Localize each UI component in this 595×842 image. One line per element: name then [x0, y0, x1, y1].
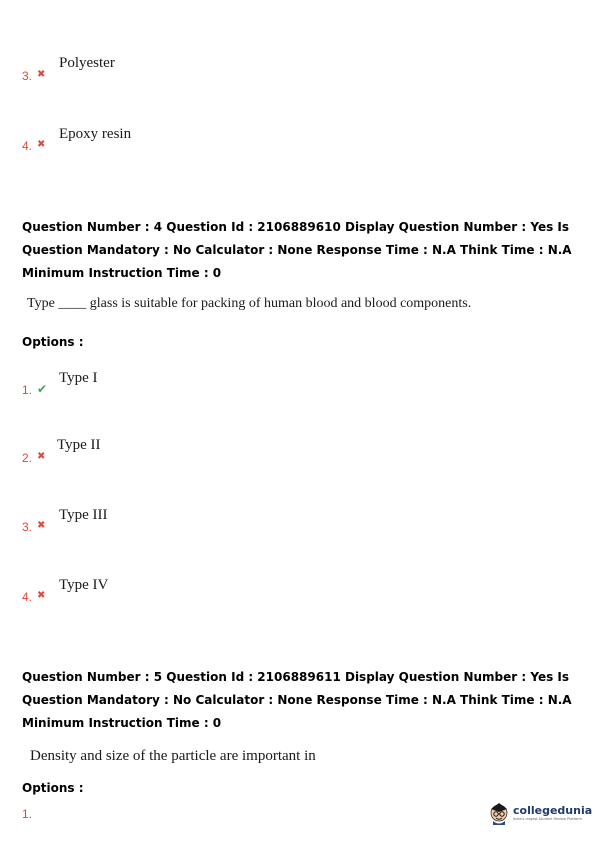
option-number: 4. [22, 590, 33, 604]
option-number: 3. [22, 520, 33, 534]
option-number: 1. [22, 807, 33, 821]
option-number: 1. [22, 383, 33, 397]
option-text: Type IV [59, 577, 109, 593]
logo-name: collegedunia [513, 803, 593, 817]
option-text: Type III [59, 507, 108, 523]
question-5-text: Density and size of the particle are important in [30, 748, 316, 764]
options-label: Options : [22, 781, 84, 795]
option-text: Type II [57, 437, 101, 453]
collegedunia-logo [488, 800, 592, 826]
cross-icon: ✖ [37, 590, 46, 601]
option-text: Type I [59, 370, 98, 386]
option-number: 2. [22, 451, 33, 465]
option-text: Epoxy resin [59, 126, 132, 142]
cross-icon: ✖ [37, 69, 46, 80]
question-4-text: Type ____ glass is suitable for packing of human blood and blood components. [27, 296, 472, 311]
cross-icon: ✖ [37, 520, 46, 531]
question-5-meta: Question Number : 5 Question Id : 2106889611 Display Question Number : Yes Is Question Mandatory : No Calculator : None Response Time : N.A Think Time : N.A Minimum Instruction Time : 0 [22, 670, 572, 730]
question-4-meta: Question Number : 4 Question Id : 2106889610 Display Question Number : Yes Is Question Mandatory : No Calculator : None Response Time : N.A Think Time : N.A Minimum Instruction Time : 0 [22, 220, 572, 280]
cross-icon: ✖ [37, 139, 46, 150]
options-label: Options : [22, 335, 84, 349]
logo-tagline: India's largest Student Review Platform [513, 816, 582, 821]
option-text: Polyester [59, 55, 115, 71]
mascot-icon [488, 800, 510, 826]
cross-icon: ✖ [37, 451, 46, 462]
option-number: 3. [22, 69, 33, 83]
check-icon: ✔ [37, 382, 48, 396]
option-number: 4. [22, 139, 33, 153]
